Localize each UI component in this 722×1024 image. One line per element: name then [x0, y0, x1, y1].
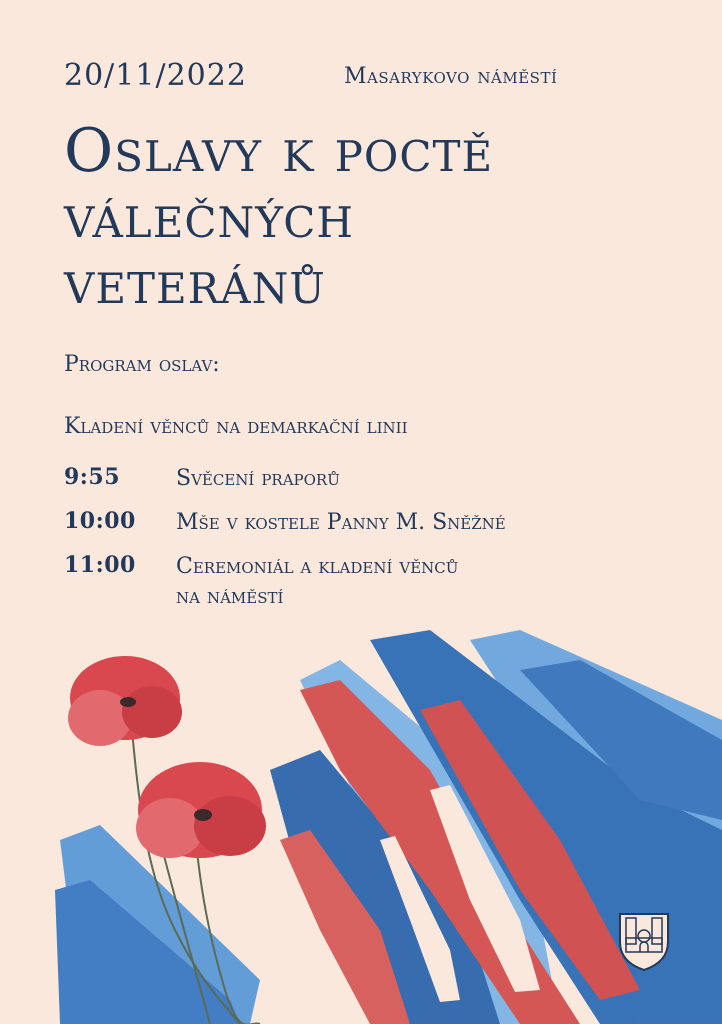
schedule-desc: Mše v kostele Panny M. Sněžné	[176, 510, 506, 535]
poppy-petal	[68, 690, 132, 746]
event-title	[64, 118, 684, 316]
poppy-petal	[194, 796, 266, 856]
poppy-flower-1	[68, 656, 182, 746]
schedule-item	[64, 464, 664, 508]
event-place: Masarykovo náměstí	[344, 64, 558, 89]
poppy-petal	[136, 798, 204, 858]
poppy-petal	[122, 686, 182, 738]
schedule-desc-line-1: Ceremoniál a kladení věnců	[176, 554, 459, 579]
event-header	[64, 58, 664, 98]
event-date: 20/11/2022	[64, 58, 247, 93]
title-line-3: veteránů	[64, 248, 326, 318]
brush-stroke-art	[0, 600, 722, 1024]
program-section: Kladení věnců na demarkační linii	[64, 414, 408, 439]
schedule-desc-line-2: na náměstí	[176, 584, 284, 609]
schedule-time: 11:00	[64, 552, 136, 578]
schedule-time: 10:00	[64, 508, 136, 534]
title-line-1: Oslavy k poctě	[64, 116, 494, 186]
schedule-time: 9:55	[64, 464, 121, 490]
poppy-center	[194, 809, 212, 821]
schedule-desc: Svěcení praporů	[176, 466, 340, 491]
title-line-2: válečných	[64, 182, 354, 252]
program-heading: Program oslav:	[64, 352, 220, 377]
poppy-center	[120, 697, 136, 707]
town-crest-icon	[616, 908, 672, 972]
schedule-item	[64, 508, 664, 552]
poppy-flower-2	[136, 762, 266, 858]
